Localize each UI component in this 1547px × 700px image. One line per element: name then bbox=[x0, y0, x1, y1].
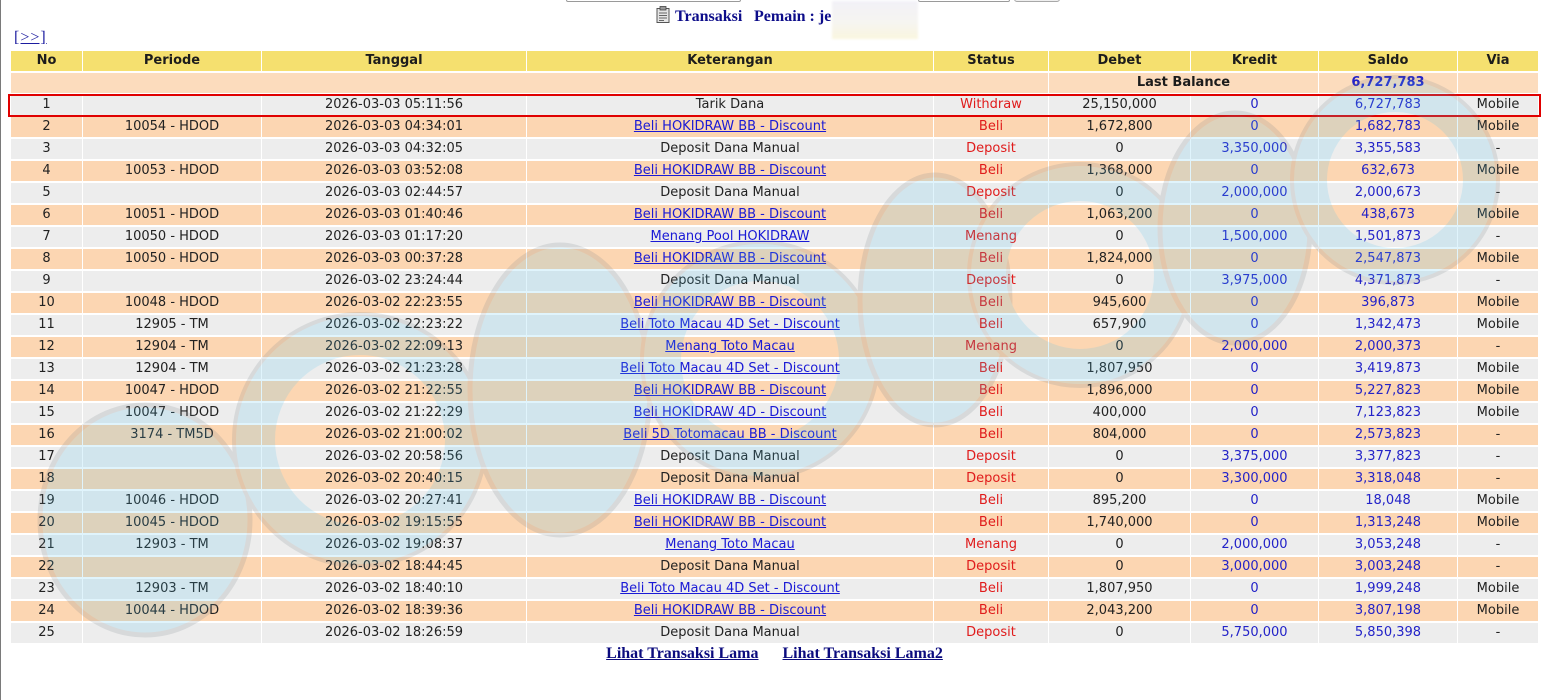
cell-keterangan bbox=[527, 425, 933, 445]
cell-saldo: 1,682,783 bbox=[1319, 117, 1457, 137]
table-row bbox=[11, 293, 1538, 313]
cell-via: - bbox=[1458, 447, 1538, 467]
cell-debet: 945,600 bbox=[1049, 293, 1190, 313]
cell-tanggal: 2026-03-02 22:23:55 bbox=[262, 293, 526, 313]
top-form-button[interactable] bbox=[1014, 0, 1060, 2]
cell-kredit: 5,750,000 bbox=[1191, 623, 1318, 643]
cell-via: - bbox=[1458, 227, 1538, 247]
title-label: Transaksi bbox=[675, 8, 743, 25]
column-header-saldo: Saldo bbox=[1319, 51, 1457, 71]
cell-tanggal: 2026-03-02 20:27:41 bbox=[262, 491, 526, 511]
cell-tanggal: 2026-03-02 19:08:37 bbox=[262, 535, 526, 555]
cell-status: Deposit bbox=[934, 271, 1048, 291]
cell-via: Mobile bbox=[1458, 403, 1538, 423]
cell-no: 20 bbox=[11, 513, 82, 533]
cell-tanggal: 2026-03-02 21:00:02 bbox=[262, 425, 526, 445]
cell-via: - bbox=[1458, 623, 1538, 643]
cell-keterangan bbox=[527, 403, 933, 423]
keterangan-link[interactable]: Beli Toto Macau 4D Set - Discount bbox=[620, 581, 840, 596]
cell-no: 21 bbox=[11, 535, 82, 555]
cell-periode: 10048 - HDOD bbox=[83, 293, 261, 313]
last-balance-via bbox=[1458, 73, 1538, 93]
table-row bbox=[11, 249, 1538, 269]
table-header-row bbox=[11, 51, 1538, 71]
keterangan-link[interactable]: Beli HOKIDRAW BB - Discount bbox=[633, 383, 827, 398]
cell-debet: 1,368,000 bbox=[1049, 161, 1190, 181]
cell-no: 10 bbox=[11, 293, 82, 313]
cell-periode: 10051 - HDOD bbox=[83, 205, 261, 225]
cell-kredit: 2,000,000 bbox=[1191, 183, 1318, 203]
cell-periode: 3174 - TM5D bbox=[83, 425, 261, 445]
cell-tanggal: 2026-03-02 22:23:22 bbox=[262, 315, 526, 335]
table-row bbox=[11, 425, 1538, 445]
table-row bbox=[11, 623, 1538, 643]
table-row bbox=[11, 381, 1538, 401]
table-row bbox=[11, 359, 1538, 379]
cell-saldo: 18,048 bbox=[1319, 491, 1457, 511]
cell-debet: 1,063,200 bbox=[1049, 205, 1190, 225]
cell-kredit: 0 bbox=[1191, 315, 1318, 335]
cell-debet: 25,150,000 bbox=[1049, 95, 1190, 115]
cell-status: Beli bbox=[934, 117, 1048, 137]
cell-via: Mobile bbox=[1458, 293, 1538, 313]
cell-status: Deposit bbox=[934, 557, 1048, 577]
cell-kredit: 0 bbox=[1191, 95, 1318, 115]
cell-tanggal: 2026-03-02 18:40:10 bbox=[262, 579, 526, 599]
cell-keterangan: Deposit Dana Manual bbox=[527, 623, 933, 643]
table-row bbox=[11, 469, 1538, 489]
cell-saldo: 2,000,373 bbox=[1319, 337, 1457, 357]
keterangan-link[interactable]: Beli HOKIDRAW BB - Discount bbox=[633, 119, 827, 134]
cell-no: 25 bbox=[11, 623, 82, 643]
keterangan-link[interactable]: Beli Toto Macau 4D Set - Discount bbox=[620, 317, 840, 332]
page-title bbox=[656, 8, 836, 26]
cell-periode: 12903 - TM bbox=[83, 579, 261, 599]
cell-tanggal: 2026-03-02 18:44:45 bbox=[262, 557, 526, 577]
cell-kredit: 0 bbox=[1191, 293, 1318, 313]
cell-keterangan: Deposit Dana Manual bbox=[527, 271, 933, 291]
cell-status: Beli bbox=[934, 205, 1048, 225]
table-row bbox=[11, 447, 1538, 467]
cell-status: Beli bbox=[934, 513, 1048, 533]
cell-debet: 2,043,200 bbox=[1049, 601, 1190, 621]
table-row bbox=[11, 139, 1538, 159]
cell-kredit: 3,375,000 bbox=[1191, 447, 1318, 467]
cell-via: - bbox=[1458, 557, 1538, 577]
cell-debet: 0 bbox=[1049, 337, 1190, 357]
cell-via: - bbox=[1458, 469, 1538, 489]
cell-status: Beli bbox=[934, 381, 1048, 401]
cell-no: 24 bbox=[11, 601, 82, 621]
cell-kredit: 0 bbox=[1191, 491, 1318, 511]
cell-saldo: 2,000,673 bbox=[1319, 183, 1457, 203]
cell-kredit: 0 bbox=[1191, 513, 1318, 533]
cell-tanggal: 2026-03-02 21:22:55 bbox=[262, 381, 526, 401]
cell-debet: 0 bbox=[1049, 139, 1190, 159]
cell-periode bbox=[83, 557, 261, 577]
cell-tanggal: 2026-03-02 21:22:29 bbox=[262, 403, 526, 423]
cell-debet: 0 bbox=[1049, 557, 1190, 577]
old-transactions-link[interactable]: Lihat Transaksi Lama bbox=[606, 645, 759, 662]
cell-via: - bbox=[1458, 183, 1538, 203]
cell-periode: 10047 - HDOD bbox=[83, 403, 261, 423]
cell-saldo: 7,123,823 bbox=[1319, 403, 1457, 423]
cell-debet: 804,000 bbox=[1049, 425, 1190, 445]
cell-via: - bbox=[1458, 139, 1538, 159]
cell-tanggal: 2026-03-02 18:26:59 bbox=[262, 623, 526, 643]
cell-kredit: 3,975,000 bbox=[1191, 271, 1318, 291]
cell-no: 15 bbox=[11, 403, 82, 423]
cell-saldo: 1,501,873 bbox=[1319, 227, 1457, 247]
keterangan-link[interactable]: Menang Toto Macau bbox=[665, 339, 795, 354]
cell-debet: 657,900 bbox=[1049, 315, 1190, 335]
keterangan-link[interactable]: Menang Toto Macau bbox=[665, 537, 795, 552]
cell-via: Mobile bbox=[1458, 491, 1538, 511]
cell-debet: 1,896,000 bbox=[1049, 381, 1190, 401]
cell-kredit: 0 bbox=[1191, 249, 1318, 269]
cell-no: 1 bbox=[11, 95, 82, 115]
table-row bbox=[11, 579, 1538, 599]
table-row bbox=[11, 337, 1538, 357]
cell-periode bbox=[83, 183, 261, 203]
cell-keterangan bbox=[527, 249, 933, 269]
keterangan-link[interactable]: Beli HOKIDRAW 4D - Discount bbox=[633, 405, 827, 420]
cell-no: 3 bbox=[11, 139, 82, 159]
cell-saldo: 3,053,248 bbox=[1319, 535, 1457, 555]
cell-keterangan bbox=[527, 227, 933, 247]
cell-tanggal: 2026-03-02 22:09:13 bbox=[262, 337, 526, 357]
cell-status: Beli bbox=[934, 315, 1048, 335]
cell-kredit: 3,300,000 bbox=[1191, 469, 1318, 489]
cell-status: Deposit bbox=[934, 623, 1048, 643]
next-page-link[interactable]: [>>] bbox=[14, 29, 47, 46]
cell-saldo: 438,673 bbox=[1319, 205, 1457, 225]
cell-debet: 0 bbox=[1049, 623, 1190, 643]
cell-keterangan bbox=[527, 205, 933, 225]
cell-via: Mobile bbox=[1458, 205, 1538, 225]
cell-periode: 10053 - HDOD bbox=[83, 161, 261, 181]
keterangan-link[interactable]: Beli HOKIDRAW BB - Discount bbox=[633, 515, 827, 530]
cell-periode: 12905 - TM bbox=[83, 315, 261, 335]
cell-no: 4 bbox=[11, 161, 82, 181]
cell-keterangan: Deposit Dana Manual bbox=[527, 469, 933, 489]
cell-periode: 10044 - HDOD bbox=[83, 601, 261, 621]
last-balance-spacer bbox=[11, 73, 1048, 93]
cell-status: Beli bbox=[934, 579, 1048, 599]
clipboard-icon bbox=[656, 6, 670, 23]
redacted-player-name bbox=[832, 1, 918, 39]
cell-via: Mobile bbox=[1458, 601, 1538, 621]
cell-via: Mobile bbox=[1458, 315, 1538, 335]
table-row bbox=[11, 535, 1538, 555]
cell-no: 9 bbox=[11, 271, 82, 291]
cell-periode bbox=[83, 447, 261, 467]
cell-saldo: 5,850,398 bbox=[1319, 623, 1457, 643]
cell-no: 22 bbox=[11, 557, 82, 577]
table-row bbox=[11, 403, 1538, 423]
cell-status: Beli bbox=[934, 161, 1048, 181]
cell-keterangan bbox=[527, 315, 933, 335]
cell-debet: 400,000 bbox=[1049, 403, 1190, 423]
table-row bbox=[11, 205, 1538, 225]
table-row bbox=[11, 183, 1538, 203]
cell-debet: 1,824,000 bbox=[1049, 249, 1190, 269]
cell-keterangan bbox=[527, 491, 933, 511]
table-row bbox=[11, 161, 1538, 181]
cell-saldo: 3,807,198 bbox=[1319, 601, 1457, 621]
cell-via: Mobile bbox=[1458, 513, 1538, 533]
last-balance-row bbox=[11, 73, 1538, 93]
cell-periode: 10046 - HDOD bbox=[83, 491, 261, 511]
cell-status: Beli bbox=[934, 249, 1048, 269]
keterangan-link[interactable]: Beli HOKIDRAW BB - Discount bbox=[633, 163, 827, 178]
table-row bbox=[11, 557, 1538, 577]
cell-via: - bbox=[1458, 337, 1538, 357]
cell-keterangan: Deposit Dana Manual bbox=[527, 139, 933, 159]
keterangan-link[interactable]: Beli HOKIDRAW BB - Discount bbox=[633, 603, 827, 618]
cell-keterangan bbox=[527, 359, 933, 379]
cell-no: 7 bbox=[11, 227, 82, 247]
cell-no: 11 bbox=[11, 315, 82, 335]
cell-via: - bbox=[1458, 425, 1538, 445]
cell-saldo: 3,419,873 bbox=[1319, 359, 1457, 379]
cell-periode bbox=[83, 95, 261, 115]
cell-tanggal: 2026-03-03 01:17:20 bbox=[262, 227, 526, 247]
cell-debet: 1,807,950 bbox=[1049, 359, 1190, 379]
cell-no: 17 bbox=[11, 447, 82, 467]
keterangan-link[interactable]: Beli HOKIDRAW BB - Discount bbox=[633, 207, 827, 222]
cell-debet: 1,807,950 bbox=[1049, 579, 1190, 599]
keterangan-link[interactable]: Beli Toto Macau 4D Set - Discount bbox=[620, 361, 840, 376]
column-header-status: Status bbox=[934, 51, 1048, 71]
cell-tanggal: 2026-03-03 02:44:57 bbox=[262, 183, 526, 203]
player-label: Pemain : je bbox=[754, 8, 832, 25]
keterangan-link[interactable]: Beli HOKIDRAW BB - Discount bbox=[633, 251, 827, 266]
table-row bbox=[11, 117, 1538, 137]
cell-saldo: 3,003,248 bbox=[1319, 557, 1457, 577]
cell-status: Beli bbox=[934, 491, 1048, 511]
cell-via: Mobile bbox=[1458, 381, 1538, 401]
table-row bbox=[11, 227, 1538, 247]
column-header-via: Via bbox=[1458, 51, 1538, 71]
cell-kredit: 0 bbox=[1191, 381, 1318, 401]
cell-status: Beli bbox=[934, 601, 1048, 621]
cell-kredit: 0 bbox=[1191, 403, 1318, 423]
cell-tanggal: 2026-03-02 19:15:55 bbox=[262, 513, 526, 533]
cell-via: - bbox=[1458, 271, 1538, 291]
cell-status: Beli bbox=[934, 425, 1048, 445]
cell-periode bbox=[83, 469, 261, 489]
cell-debet: 0 bbox=[1049, 227, 1190, 247]
cell-via: Mobile bbox=[1458, 161, 1538, 181]
keterangan-link[interactable]: Menang Pool HOKIDRAW bbox=[650, 229, 810, 244]
cell-no: 18 bbox=[11, 469, 82, 489]
cell-saldo: 3,318,048 bbox=[1319, 469, 1457, 489]
cell-saldo: 1,342,473 bbox=[1319, 315, 1457, 335]
cell-status: Menang bbox=[934, 227, 1048, 247]
cell-via: Mobile bbox=[1458, 95, 1538, 115]
last-balance-saldo: 6,727,783 bbox=[1319, 73, 1457, 93]
cell-kredit: 2,000,000 bbox=[1191, 535, 1318, 555]
top-form-input-left[interactable] bbox=[566, 0, 741, 2]
cell-periode: 10050 - HDOD bbox=[83, 227, 261, 247]
cell-periode: 12904 - TM bbox=[83, 337, 261, 357]
cell-status: Deposit bbox=[934, 447, 1048, 467]
cell-keterangan: Tarik Dana bbox=[527, 95, 933, 115]
keterangan-link[interactable]: Beli HOKIDRAW BB - Discount bbox=[633, 493, 827, 508]
cell-keterangan bbox=[527, 535, 933, 555]
cell-debet: 895,200 bbox=[1049, 491, 1190, 511]
cell-saldo: 3,355,583 bbox=[1319, 139, 1457, 159]
cell-status: Beli bbox=[934, 359, 1048, 379]
cell-no: 13 bbox=[11, 359, 82, 379]
cell-status: Menang bbox=[934, 535, 1048, 555]
cell-debet: 0 bbox=[1049, 535, 1190, 555]
cell-status: Beli bbox=[934, 403, 1048, 423]
cell-debet: 1,672,800 bbox=[1049, 117, 1190, 137]
cell-saldo: 2,573,823 bbox=[1319, 425, 1457, 445]
cell-keterangan bbox=[527, 579, 933, 599]
cell-periode: 10045 - HDOD bbox=[83, 513, 261, 533]
cell-periode bbox=[83, 271, 261, 291]
cell-tanggal: 2026-03-02 21:23:28 bbox=[262, 359, 526, 379]
cell-no: 2 bbox=[11, 117, 82, 137]
cell-kredit: 3,350,000 bbox=[1191, 139, 1318, 159]
cell-periode bbox=[83, 139, 261, 159]
table-row bbox=[11, 513, 1538, 533]
cell-keterangan: Deposit Dana Manual bbox=[527, 447, 933, 467]
column-header-keterangan: Keterangan bbox=[527, 51, 933, 71]
cell-saldo: 1,999,248 bbox=[1319, 579, 1457, 599]
cell-tanggal: 2026-03-02 20:40:15 bbox=[262, 469, 526, 489]
cell-saldo: 396,873 bbox=[1319, 293, 1457, 313]
table-row bbox=[11, 315, 1538, 335]
cell-kredit: 0 bbox=[1191, 601, 1318, 621]
window-left-edge bbox=[0, 0, 1, 700]
cell-via: Mobile bbox=[1458, 579, 1538, 599]
cell-periode: 10054 - HDOD bbox=[83, 117, 261, 137]
cell-no: 8 bbox=[11, 249, 82, 269]
cell-keterangan: Deposit Dana Manual bbox=[527, 557, 933, 577]
cell-saldo: 6,727,783 bbox=[1319, 95, 1457, 115]
cell-tanggal: 2026-03-03 01:40:46 bbox=[262, 205, 526, 225]
column-header-no: No bbox=[11, 51, 82, 71]
cell-tanggal: 2026-03-03 05:11:56 bbox=[262, 95, 526, 115]
cell-tanggal: 2026-03-02 18:39:36 bbox=[262, 601, 526, 621]
cell-via: Mobile bbox=[1458, 117, 1538, 137]
cell-periode bbox=[83, 623, 261, 643]
column-header-debet: Debet bbox=[1049, 51, 1190, 71]
cell-kredit: 0 bbox=[1191, 205, 1318, 225]
cell-periode: 10050 - HDOD bbox=[83, 249, 261, 269]
column-header-kredit: Kredit bbox=[1191, 51, 1318, 71]
column-header-periode: Periode bbox=[83, 51, 261, 71]
cell-tanggal: 2026-03-02 23:24:44 bbox=[262, 271, 526, 291]
cell-status: Beli bbox=[934, 293, 1048, 313]
cell-keterangan: Deposit Dana Manual bbox=[527, 183, 933, 203]
cell-kredit: 0 bbox=[1191, 161, 1318, 181]
cell-keterangan bbox=[527, 117, 933, 137]
table-row bbox=[11, 271, 1538, 291]
cell-periode: 12903 - TM bbox=[83, 535, 261, 555]
cell-debet: 0 bbox=[1049, 271, 1190, 291]
cell-tanggal: 2026-03-03 04:32:05 bbox=[262, 139, 526, 159]
column-header-tanggal: Tanggal bbox=[262, 51, 526, 71]
cell-kredit: 0 bbox=[1191, 117, 1318, 137]
cell-no: 16 bbox=[11, 425, 82, 445]
cell-debet: 0 bbox=[1049, 447, 1190, 467]
cell-kredit: 3,000,000 bbox=[1191, 557, 1318, 577]
cell-saldo: 632,673 bbox=[1319, 161, 1457, 181]
cell-via: Mobile bbox=[1458, 249, 1538, 269]
cell-status: Menang bbox=[934, 337, 1048, 357]
cell-kredit: 0 bbox=[1191, 579, 1318, 599]
top-form-input-right[interactable] bbox=[918, 0, 1010, 2]
table-row bbox=[11, 95, 1538, 115]
cell-tanggal: 2026-03-03 00:37:28 bbox=[262, 249, 526, 269]
cell-no: 12 bbox=[11, 337, 82, 357]
footer-links bbox=[10, 645, 1539, 663]
cell-debet: 0 bbox=[1049, 183, 1190, 203]
cell-kredit: 2,000,000 bbox=[1191, 337, 1318, 357]
cell-tanggal: 2026-03-02 20:58:56 bbox=[262, 447, 526, 467]
cell-keterangan bbox=[527, 381, 933, 401]
table-row bbox=[11, 601, 1538, 621]
cell-periode: 10047 - HDOD bbox=[83, 381, 261, 401]
cell-no: 14 bbox=[11, 381, 82, 401]
cell-kredit: 0 bbox=[1191, 359, 1318, 379]
cell-status: Withdraw bbox=[934, 95, 1048, 115]
cell-keterangan bbox=[527, 601, 933, 621]
old-transactions-link-2[interactable]: Lihat Transaksi Lama2 bbox=[782, 645, 943, 662]
keterangan-link[interactable]: Beli 5D Totomacau BB - Discount bbox=[623, 427, 837, 442]
cell-status: Deposit bbox=[934, 183, 1048, 203]
cell-status: Deposit bbox=[934, 139, 1048, 159]
cell-keterangan bbox=[527, 161, 933, 181]
cell-tanggal: 2026-03-03 03:52:08 bbox=[262, 161, 526, 181]
cell-status: Deposit bbox=[934, 469, 1048, 489]
cell-no: 5 bbox=[11, 183, 82, 203]
cell-via: Mobile bbox=[1458, 359, 1538, 379]
cell-no: 6 bbox=[11, 205, 82, 225]
last-balance-label: Last Balance bbox=[1049, 73, 1318, 93]
cell-kredit: 1,500,000 bbox=[1191, 227, 1318, 247]
cell-saldo: 4,371,873 bbox=[1319, 271, 1457, 291]
cell-debet: 0 bbox=[1049, 469, 1190, 489]
table-row bbox=[11, 491, 1538, 511]
cell-saldo: 1,313,248 bbox=[1319, 513, 1457, 533]
cell-keterangan bbox=[527, 337, 933, 357]
cell-saldo: 5,227,823 bbox=[1319, 381, 1457, 401]
cell-periode: 12904 - TM bbox=[83, 359, 261, 379]
cell-keterangan bbox=[527, 293, 933, 313]
cell-debet: 1,740,000 bbox=[1049, 513, 1190, 533]
cell-no: 23 bbox=[11, 579, 82, 599]
transaction-table bbox=[10, 49, 1539, 645]
cell-via: - bbox=[1458, 535, 1538, 555]
cell-no: 19 bbox=[11, 491, 82, 511]
cell-saldo: 3,377,823 bbox=[1319, 447, 1457, 467]
cell-saldo: 2,547,873 bbox=[1319, 249, 1457, 269]
cell-tanggal: 2026-03-03 04:34:01 bbox=[262, 117, 526, 137]
cell-keterangan bbox=[527, 513, 933, 533]
keterangan-link[interactable]: Beli HOKIDRAW BB - Discount bbox=[633, 295, 827, 310]
cell-kredit: 0 bbox=[1191, 425, 1318, 445]
